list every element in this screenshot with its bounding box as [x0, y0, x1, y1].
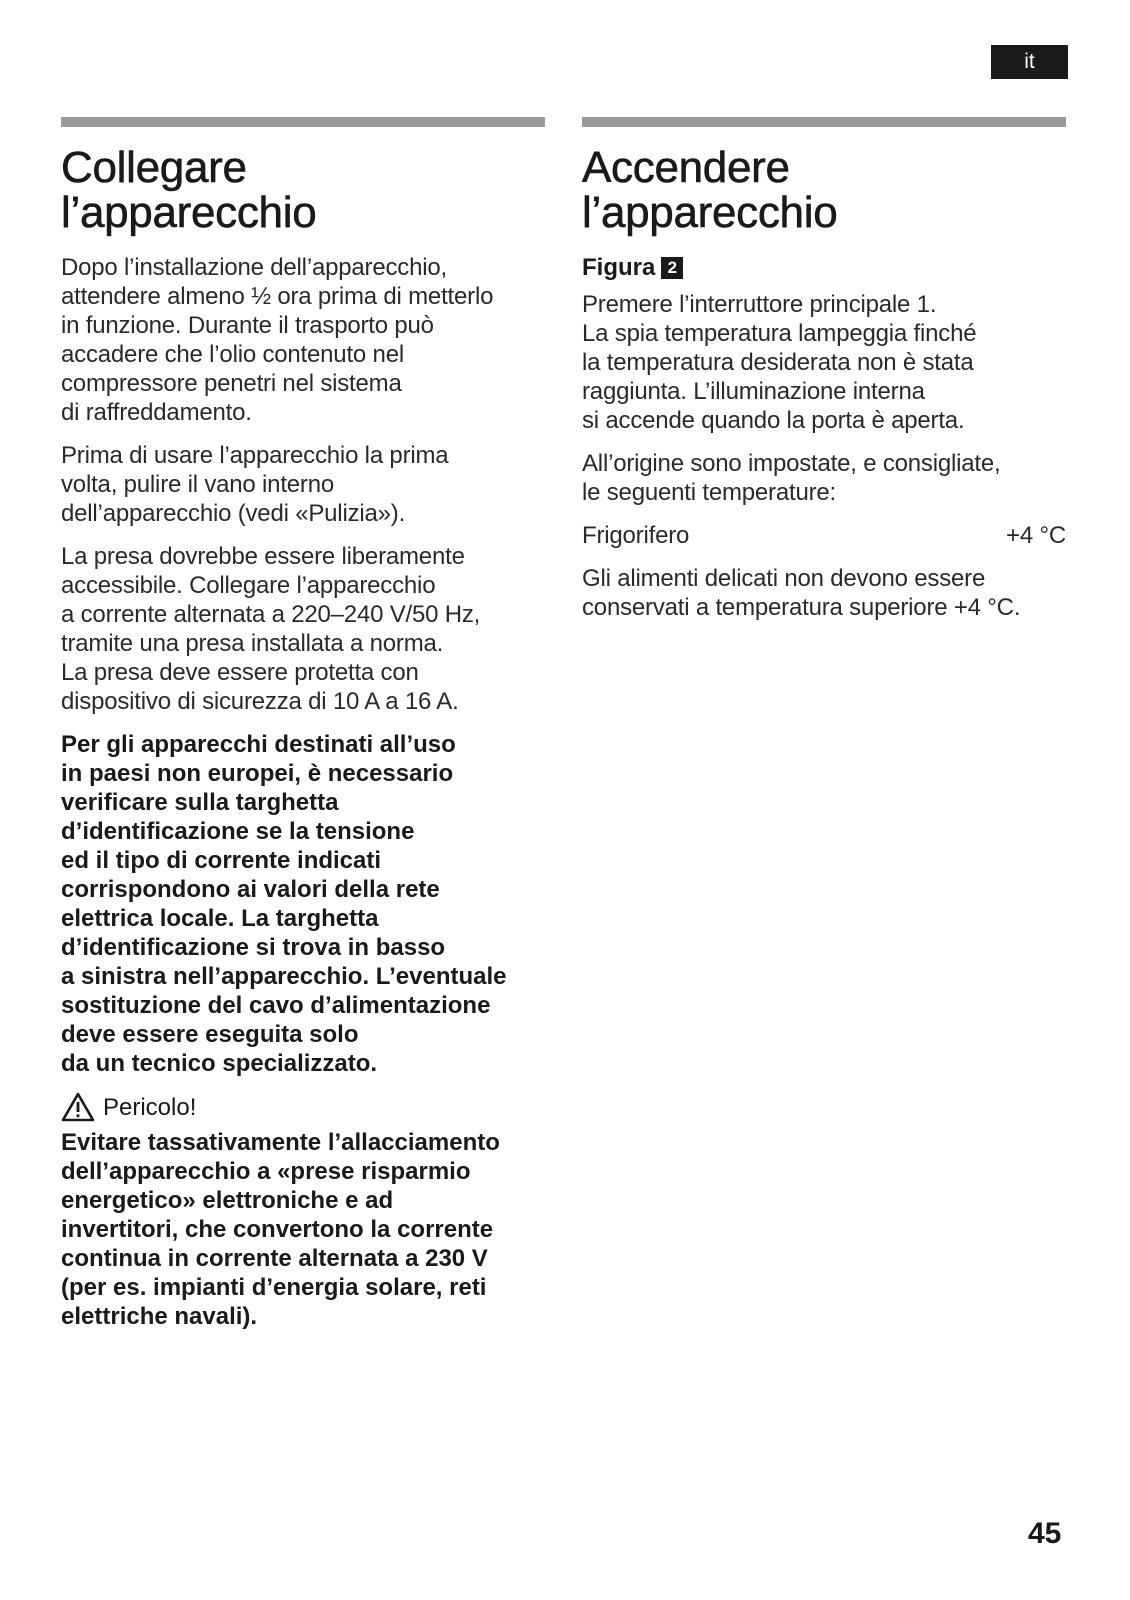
figure-number-badge: 2	[661, 257, 683, 279]
paragraph-installation-wait: Dopo l’installazione dell’apparecchio, attendere almeno ½ ora prima di metterlo in funzione. Durante il trasporto può accadere che l’olio contenuto nel compressore penetri nel sistema di raffreddamento.	[61, 254, 494, 426]
temperature-row	[582, 521, 1066, 550]
figure-reference	[582, 253, 1066, 282]
section-rule	[582, 117, 1066, 127]
title-line-1: Collegare	[61, 143, 247, 192]
paragraph-socket: La presa dovrebbe essere liberamente accessibile. Collegare l’apparecchio a corrente alternata a 220–240 V/50 Hz, tramite una presa installata a norma. La presa deve essere protetta con dispositivo di sicurezza di 10 A a 16 A.	[61, 543, 481, 715]
section-connect	[61, 117, 545, 1345]
paragraph-first-cleaning: Prima di usare l’apparecchio la prima volta, pulire il vano interno dell’apparecchio (vedi «Pulizia»).	[61, 442, 449, 527]
temperature-label: Frigorifero	[582, 522, 690, 549]
section-rule	[61, 117, 545, 127]
paragraph-main-switch: Premere l’interruttore principale 1. La spia temperatura lampeggia finché la temperatura desiderata non è stata raggiunta. L’illuminazione interna si accende quando la porta è aperta.	[582, 291, 977, 434]
title-line-2: l’apparecchio	[582, 188, 838, 237]
paragraph-default-temps: All’origine sono impostate, e consigliate, le seguenti temperature:	[582, 450, 1001, 506]
section-switch-on	[582, 117, 1066, 636]
warning-triangle-icon	[61, 1092, 95, 1122]
title-line-1: Accendere	[582, 143, 790, 192]
page-number: 45	[1028, 1517, 1062, 1550]
figure-label: Figura	[582, 254, 656, 281]
temperature-value: +4 °C	[1006, 522, 1066, 549]
section-title-switch-on	[582, 145, 1066, 235]
title-line-2: l’apparecchio	[61, 188, 317, 237]
danger-label: Pericolo!	[103, 1093, 197, 1121]
paragraph-delicate-food: Gli alimenti delicati non devono essere conservati a temperatura superiore +4 °C.	[582, 565, 1021, 621]
language-badge: it	[991, 45, 1068, 79]
danger-heading	[61, 1092, 545, 1122]
paragraph-non-european: Per gli apparecchi destinati all’uso in paesi non europei, è necessario verificare sulla targhetta d’identificazione se la tensione ed il tipo di corrente indicati corrispondono ai valori della rete elettrica locale. La targhetta d’identificazione si trova in basso a sinistra nell’apparecchio. L’eventuale sostituzione del cavo d’alimentazione deve essere eseguita solo da un tecnico specializzato.	[61, 731, 507, 1077]
section-title-connect	[61, 145, 545, 235]
paragraph-danger-text: Evitare tassativamente l’allacciamento dell’apparecchio a «prese risparmio energetico» elettroniche e ad invertitori, che convertono la corrente continua in corrente alternata a 230 V (per es. impianti d’energia solare, reti elettriche navali).	[61, 1129, 500, 1330]
